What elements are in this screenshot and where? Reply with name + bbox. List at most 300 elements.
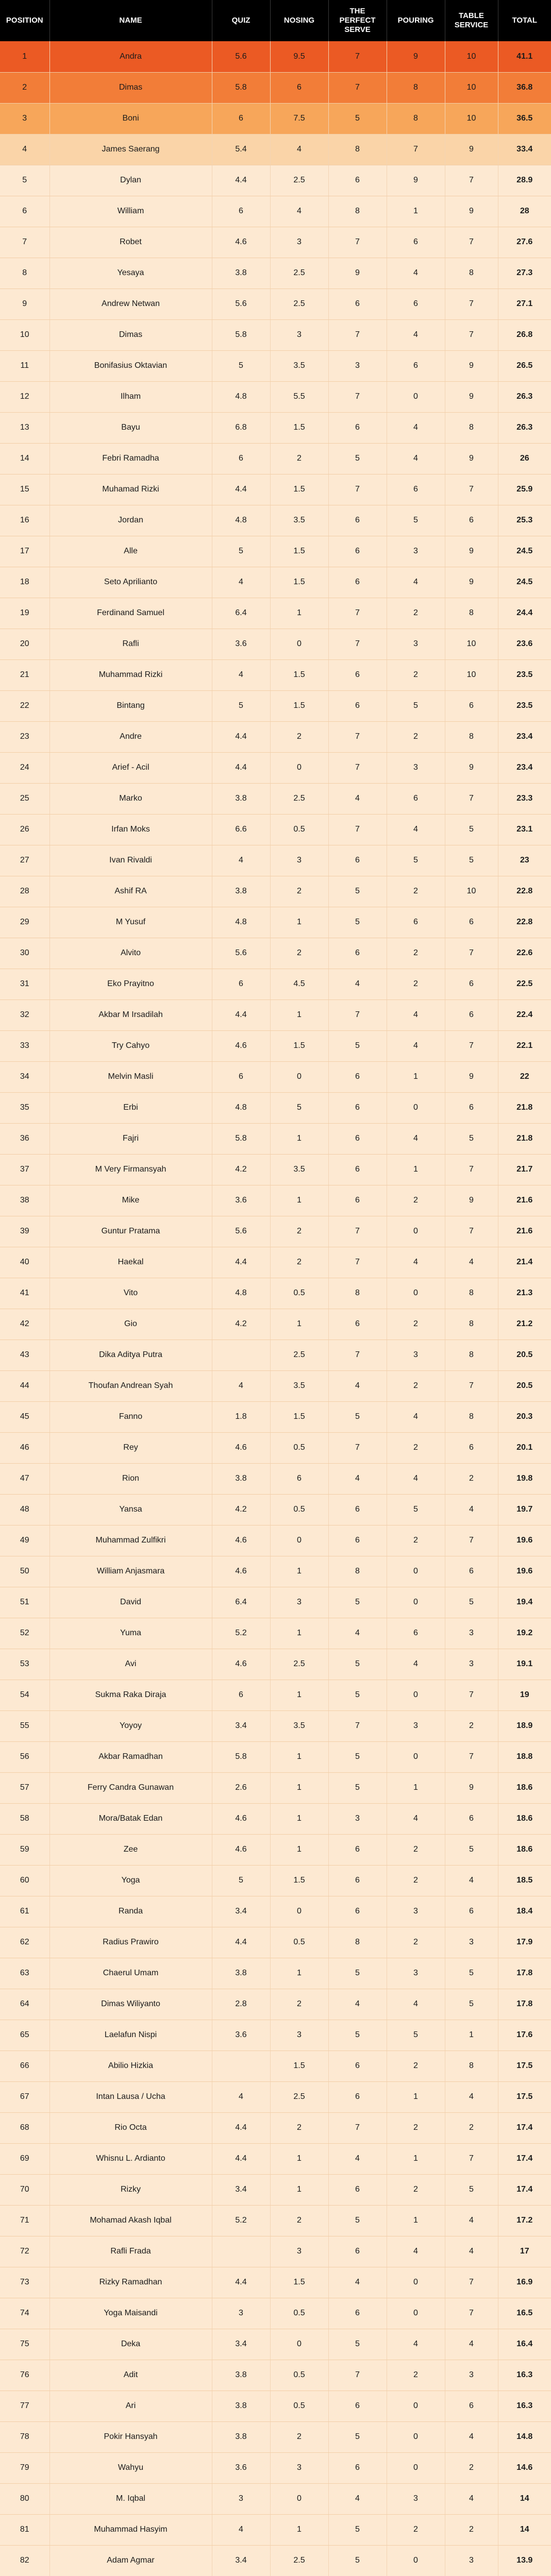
table-service-cell: 9 [445, 381, 498, 412]
total-cell: 23.3 [498, 783, 551, 814]
pouring-cell: 3 [387, 752, 445, 783]
position-cell: 65 [0, 2020, 49, 2050]
total-cell: 23 [498, 845, 551, 876]
perfect-serve-cell: 8 [328, 196, 387, 227]
table-service-cell: 7 [445, 2298, 498, 2329]
perfect-serve-cell: 6 [328, 1834, 387, 1865]
name-cell: Mora/Batak Edan [49, 1803, 212, 1834]
name-cell: William Anjasmara [49, 1556, 212, 1587]
nosing-cell: 2.5 [270, 2545, 328, 2576]
header-name: NAME [49, 0, 212, 41]
position-cell: 23 [0, 721, 49, 752]
table-row [0, 1618, 551, 1649]
pouring-cell: 0 [387, 1556, 445, 1587]
total-cell: 17.2 [498, 2205, 551, 2236]
name-cell: Radius Prawiro [49, 1927, 212, 1958]
quiz-cell: 3.8 [212, 783, 270, 814]
table-service-cell: 9 [445, 1772, 498, 1803]
total-cell: 14 [498, 2514, 551, 2545]
position-cell: 9 [0, 289, 49, 319]
perfect-serve-cell: 7 [328, 474, 387, 505]
quiz-cell: 4.4 [212, 721, 270, 752]
total-cell: 26.3 [498, 412, 551, 443]
nosing-cell: 3 [270, 2452, 328, 2483]
nosing-cell: 2.5 [270, 1649, 328, 1680]
name-cell: Intan Lausa / Ucha [49, 2081, 212, 2112]
perfect-serve-cell: 4 [328, 2143, 387, 2174]
perfect-serve-cell: 7 [328, 999, 387, 1030]
quiz-cell: 6 [212, 969, 270, 999]
table-row [0, 1710, 551, 1741]
perfect-serve-cell: 5 [328, 443, 387, 474]
total-cell: 16.3 [498, 2391, 551, 2421]
table-service-cell: 6 [445, 1432, 498, 1463]
nosing-cell: 1.5 [270, 690, 328, 721]
table-service-cell: 7 [445, 1525, 498, 1556]
nosing-cell: 0.5 [270, 1278, 328, 1309]
name-cell: Dimas [49, 72, 212, 103]
table-row [0, 2298, 551, 2329]
nosing-cell: 1 [270, 1123, 328, 1154]
total-cell: 17.5 [498, 2050, 551, 2081]
total-cell: 13.9 [498, 2545, 551, 2576]
quiz-cell: 4.8 [212, 907, 270, 938]
pouring-cell: 2 [387, 2174, 445, 2205]
position-cell: 52 [0, 1618, 49, 1649]
quiz-cell: 5.2 [212, 1618, 270, 1649]
table-row [0, 1061, 551, 1092]
quiz-cell: 6 [212, 196, 270, 227]
table-row [0, 2174, 551, 2205]
pouring-cell: 0 [387, 2545, 445, 2576]
name-cell: M. Iqbal [49, 2483, 212, 2514]
total-cell: 19.4 [498, 1587, 551, 1618]
nosing-cell: 6 [270, 72, 328, 103]
position-cell: 56 [0, 1741, 49, 1772]
nosing-cell: 2.5 [270, 2081, 328, 2112]
pouring-cell: 5 [387, 690, 445, 721]
table-row [0, 629, 551, 659]
table-row [0, 938, 551, 969]
nosing-cell: 5 [270, 1092, 328, 1123]
nosing-cell: 2.5 [270, 258, 328, 289]
pouring-cell: 1 [387, 196, 445, 227]
table-row [0, 1649, 551, 1680]
table-service-cell: 9 [445, 752, 498, 783]
perfect-serve-cell: 6 [328, 567, 387, 598]
nosing-cell: 9.5 [270, 41, 328, 72]
nosing-cell: 1 [270, 1618, 328, 1649]
quiz-cell: 4.2 [212, 1494, 270, 1525]
name-cell: Andra [49, 41, 212, 72]
perfect-serve-cell: 5 [328, 2421, 387, 2452]
table-row [0, 1340, 551, 1370]
name-cell: Febri Ramadha [49, 443, 212, 474]
name-cell: Yuma [49, 1618, 212, 1649]
name-cell: Ferdinand Samuel [49, 598, 212, 629]
table-service-cell: 7 [445, 1154, 498, 1185]
total-cell: 22.5 [498, 969, 551, 999]
quiz-cell: 3.6 [212, 629, 270, 659]
perfect-serve-cell: 7 [328, 227, 387, 258]
table-row [0, 2514, 551, 2545]
position-cell: 67 [0, 2081, 49, 2112]
perfect-serve-cell: 6 [328, 845, 387, 876]
table-row [0, 814, 551, 845]
nosing-cell: 2.5 [270, 1340, 328, 1370]
name-cell: Rey [49, 1432, 212, 1463]
position-cell: 12 [0, 381, 49, 412]
position-cell: 17 [0, 536, 49, 567]
perfect-serve-cell: 6 [328, 2174, 387, 2205]
perfect-serve-cell: 5 [328, 907, 387, 938]
pouring-cell: 0 [387, 1216, 445, 1247]
perfect-serve-cell: 5 [328, 1958, 387, 1989]
quiz-cell: 6 [212, 1061, 270, 1092]
position-cell: 39 [0, 1216, 49, 1247]
table-row [0, 752, 551, 783]
nosing-cell: 3.5 [270, 1370, 328, 1401]
table-row [0, 2545, 551, 2576]
quiz-cell: 4.8 [212, 505, 270, 536]
table-service-cell: 2 [445, 1710, 498, 1741]
position-cell: 26 [0, 814, 49, 845]
pouring-cell: 5 [387, 845, 445, 876]
total-cell: 20.1 [498, 1432, 551, 1463]
pouring-cell: 6 [387, 783, 445, 814]
total-cell: 20.3 [498, 1401, 551, 1432]
table-service-cell: 8 [445, 1401, 498, 1432]
table-service-cell: 9 [445, 350, 498, 381]
pouring-cell: 8 [387, 72, 445, 103]
pouring-cell: 4 [387, 1030, 445, 1061]
position-cell: 32 [0, 999, 49, 1030]
nosing-cell: 1 [270, 907, 328, 938]
quiz-cell: 5 [212, 690, 270, 721]
nosing-cell: 2 [270, 1989, 328, 2020]
total-cell: 33.4 [498, 134, 551, 165]
total-cell: 17.9 [498, 1927, 551, 1958]
position-cell: 4 [0, 134, 49, 165]
position-cell: 30 [0, 938, 49, 969]
name-cell: Avi [49, 1649, 212, 1680]
perfect-serve-cell: 7 [328, 319, 387, 350]
nosing-cell: 2 [270, 2205, 328, 2236]
nosing-cell: 2.5 [270, 783, 328, 814]
table-row [0, 1587, 551, 1618]
total-cell: 16.3 [498, 2360, 551, 2391]
pouring-cell: 0 [387, 2298, 445, 2329]
nosing-cell: 2 [270, 2421, 328, 2452]
quiz-cell: 3.4 [212, 2329, 270, 2360]
table-service-cell: 9 [445, 536, 498, 567]
table-service-cell: 8 [445, 721, 498, 752]
pouring-cell: 5 [387, 505, 445, 536]
quiz-cell: 5 [212, 536, 270, 567]
quiz-cell: 3.8 [212, 2421, 270, 2452]
position-cell: 70 [0, 2174, 49, 2205]
pouring-cell: 4 [387, 2329, 445, 2360]
name-cell: Haekal [49, 1247, 212, 1278]
nosing-cell: 0.5 [270, 1494, 328, 1525]
quiz-cell: 4.6 [212, 1030, 270, 1061]
total-cell: 22.8 [498, 907, 551, 938]
total-cell: 18.4 [498, 1896, 551, 1927]
table-row [0, 72, 551, 103]
nosing-cell: 1 [270, 1185, 328, 1216]
nosing-cell: 3 [270, 319, 328, 350]
pouring-cell: 3 [387, 629, 445, 659]
table-row [0, 1989, 551, 2020]
table-header [0, 0, 551, 41]
pouring-cell: 2 [387, 659, 445, 690]
pouring-cell: 2 [387, 1927, 445, 1958]
pouring-cell: 4 [387, 814, 445, 845]
position-cell: 53 [0, 1649, 49, 1680]
table-service-cell: 6 [445, 907, 498, 938]
quiz-cell: 5.4 [212, 134, 270, 165]
perfect-serve-cell: 8 [328, 1278, 387, 1309]
perfect-serve-cell: 6 [328, 1525, 387, 1556]
name-cell: Try Cahyo [49, 1030, 212, 1061]
quiz-cell: 4.4 [212, 752, 270, 783]
perfect-serve-cell: 6 [328, 1494, 387, 1525]
table-row [0, 443, 551, 474]
table-row [0, 1834, 551, 1865]
pouring-cell: 9 [387, 165, 445, 196]
name-cell: Pokir Hansyah [49, 2421, 212, 2452]
position-cell: 6 [0, 196, 49, 227]
quiz-cell: 6 [212, 103, 270, 134]
name-cell: Mohamad Akash Iqbal [49, 2205, 212, 2236]
perfect-serve-cell: 3 [328, 350, 387, 381]
quiz-cell: 6 [212, 443, 270, 474]
nosing-cell: 0.5 [270, 814, 328, 845]
nosing-cell: 1.5 [270, 412, 328, 443]
name-cell: Randa [49, 1896, 212, 1927]
table-service-cell: 7 [445, 319, 498, 350]
table-row [0, 289, 551, 319]
perfect-serve-cell: 7 [328, 752, 387, 783]
perfect-serve-cell: 6 [328, 1123, 387, 1154]
table-service-cell: 7 [445, 1030, 498, 1061]
position-cell: 55 [0, 1710, 49, 1741]
header-nosing: NOSING [270, 0, 328, 41]
perfect-serve-cell: 6 [328, 1092, 387, 1123]
table-service-cell: 10 [445, 876, 498, 907]
perfect-serve-cell: 5 [328, 1772, 387, 1803]
perfect-serve-cell: 7 [328, 1432, 387, 1463]
table-row [0, 2081, 551, 2112]
perfect-serve-cell: 6 [328, 1896, 387, 1927]
table-row [0, 1092, 551, 1123]
total-cell: 18.6 [498, 1772, 551, 1803]
name-cell: Yoyoy [49, 1710, 212, 1741]
table-service-cell: 7 [445, 165, 498, 196]
total-cell: 28 [498, 196, 551, 227]
total-cell: 18.9 [498, 1710, 551, 1741]
total-cell: 28.9 [498, 165, 551, 196]
table-row [0, 1803, 551, 1834]
name-cell: Yesaya [49, 258, 212, 289]
nosing-cell: 0 [270, 1525, 328, 1556]
table-service-cell: 4 [445, 2421, 498, 2452]
total-cell: 17.6 [498, 2020, 551, 2050]
pouring-cell: 6 [387, 289, 445, 319]
table-service-cell: 6 [445, 969, 498, 999]
position-cell: 62 [0, 1927, 49, 1958]
table-service-cell: 3 [445, 2360, 498, 2391]
table-row [0, 721, 551, 752]
perfect-serve-cell: 8 [328, 134, 387, 165]
quiz-cell: 4.4 [212, 2112, 270, 2143]
name-cell: James Saerang [49, 134, 212, 165]
quiz-cell: 5.6 [212, 289, 270, 319]
name-cell: Alle [49, 536, 212, 567]
table-service-cell: 6 [445, 1896, 498, 1927]
nosing-cell: 1 [270, 1834, 328, 1865]
total-cell: 22 [498, 1061, 551, 1092]
pouring-cell: 1 [387, 2205, 445, 2236]
total-cell: 17.5 [498, 2081, 551, 2112]
table-row [0, 381, 551, 412]
position-cell: 50 [0, 1556, 49, 1587]
nosing-cell: 1.5 [270, 2267, 328, 2298]
table-row [0, 1865, 551, 1896]
header-total: TOTAL [512, 16, 538, 25]
table-service-cell: 7 [445, 1741, 498, 1772]
name-cell: Adit [49, 2360, 212, 2391]
table-service-cell: 8 [445, 412, 498, 443]
nosing-cell: 2.5 [270, 165, 328, 196]
table-service-cell: 7 [445, 289, 498, 319]
position-cell: 44 [0, 1370, 49, 1401]
quiz-cell: 4.6 [212, 1556, 270, 1587]
position-cell: 37 [0, 1154, 49, 1185]
nosing-cell: 1.5 [270, 659, 328, 690]
quiz-cell: 3.8 [212, 2360, 270, 2391]
table-service-cell: 4 [445, 1865, 498, 1896]
table-service-cell: 8 [445, 258, 498, 289]
nosing-cell: 3.5 [270, 505, 328, 536]
name-cell: Akbar M Irsadilah [49, 999, 212, 1030]
table-row [0, 1772, 551, 1803]
perfect-serve-cell: 6 [328, 2050, 387, 2081]
table-service-cell: 5 [445, 1123, 498, 1154]
position-cell: 71 [0, 2205, 49, 2236]
position-cell: 21 [0, 659, 49, 690]
pouring-cell: 5 [387, 2020, 445, 2050]
quiz-cell: 3.8 [212, 1463, 270, 1494]
total-cell: 21.7 [498, 1154, 551, 1185]
table-row [0, 567, 551, 598]
total-cell: 22.4 [498, 999, 551, 1030]
position-cell: 57 [0, 1772, 49, 1803]
position-cell: 68 [0, 2112, 49, 2143]
total-cell: 22.6 [498, 938, 551, 969]
name-cell: Laelafun Nispi [49, 2020, 212, 2050]
pouring-cell: 1 [387, 2143, 445, 2174]
perfect-serve-cell: 7 [328, 629, 387, 659]
name-cell: Melvin Masli [49, 1061, 212, 1092]
name-cell: Zee [49, 1834, 212, 1865]
perfect-serve-cell: 7 [328, 72, 387, 103]
nosing-cell: 0.5 [270, 2360, 328, 2391]
total-cell: 17.4 [498, 2143, 551, 2174]
table-service-cell: 5 [445, 2174, 498, 2205]
position-cell: 5 [0, 165, 49, 196]
table-service-cell: 6 [445, 2391, 498, 2421]
pouring-cell: 4 [387, 1123, 445, 1154]
total-cell: 23.4 [498, 721, 551, 752]
position-cell: 1 [0, 41, 49, 72]
nosing-cell: 2 [270, 876, 328, 907]
total-cell: 21.8 [498, 1123, 551, 1154]
table-row [0, 1123, 551, 1154]
perfect-serve-cell: 5 [328, 2545, 387, 2576]
perfect-serve-cell: 6 [328, 1865, 387, 1896]
name-cell: Seto Aprilianto [49, 567, 212, 598]
position-cell: 47 [0, 1463, 49, 1494]
total-cell: 17.4 [498, 2112, 551, 2143]
table-row [0, 103, 551, 134]
perfect-serve-cell: 7 [328, 1247, 387, 1278]
pouring-cell: 6 [387, 1618, 445, 1649]
pouring-cell: 6 [387, 350, 445, 381]
table-service-cell: 5 [445, 845, 498, 876]
table-row [0, 1278, 551, 1309]
table-row [0, 1216, 551, 1247]
table-service-cell: 2 [445, 2452, 498, 2483]
quiz-cell: 5 [212, 1865, 270, 1896]
table-service-cell: 9 [445, 196, 498, 227]
quiz-cell [212, 1340, 270, 1370]
pouring-cell: 3 [387, 536, 445, 567]
name-cell: Rizky Ramadhan [49, 2267, 212, 2298]
nosing-cell: 2 [270, 721, 328, 752]
total-cell: 24.5 [498, 567, 551, 598]
table-row [0, 598, 551, 629]
table-service-cell: 3 [445, 2545, 498, 2576]
name-cell: Rizky [49, 2174, 212, 2205]
perfect-serve-cell: 7 [328, 598, 387, 629]
nosing-cell: 3 [270, 227, 328, 258]
pouring-cell: 1 [387, 1061, 445, 1092]
table-row [0, 227, 551, 258]
table-service-cell: 8 [445, 1309, 498, 1340]
position-cell: 42 [0, 1309, 49, 1340]
table-service-cell: 6 [445, 1556, 498, 1587]
perfect-serve-cell: 4 [328, 2267, 387, 2298]
name-cell: Deka [49, 2329, 212, 2360]
table-row [0, 2452, 551, 2483]
name-cell: M Very Firmansyah [49, 1154, 212, 1185]
quiz-cell: 4 [212, 2514, 270, 2545]
position-cell: 16 [0, 505, 49, 536]
table-service-cell: 9 [445, 134, 498, 165]
nosing-cell: 2 [270, 1247, 328, 1278]
position-cell: 79 [0, 2452, 49, 2483]
perfect-serve-cell: 5 [328, 1401, 387, 1432]
nosing-cell: 0.5 [270, 1927, 328, 1958]
position-cell: 60 [0, 1865, 49, 1896]
position-cell: 33 [0, 1030, 49, 1061]
table-row [0, 134, 551, 165]
position-cell: 10 [0, 319, 49, 350]
name-cell: William [49, 196, 212, 227]
table-row [0, 2483, 551, 2514]
total-cell: 22.1 [498, 1030, 551, 1061]
